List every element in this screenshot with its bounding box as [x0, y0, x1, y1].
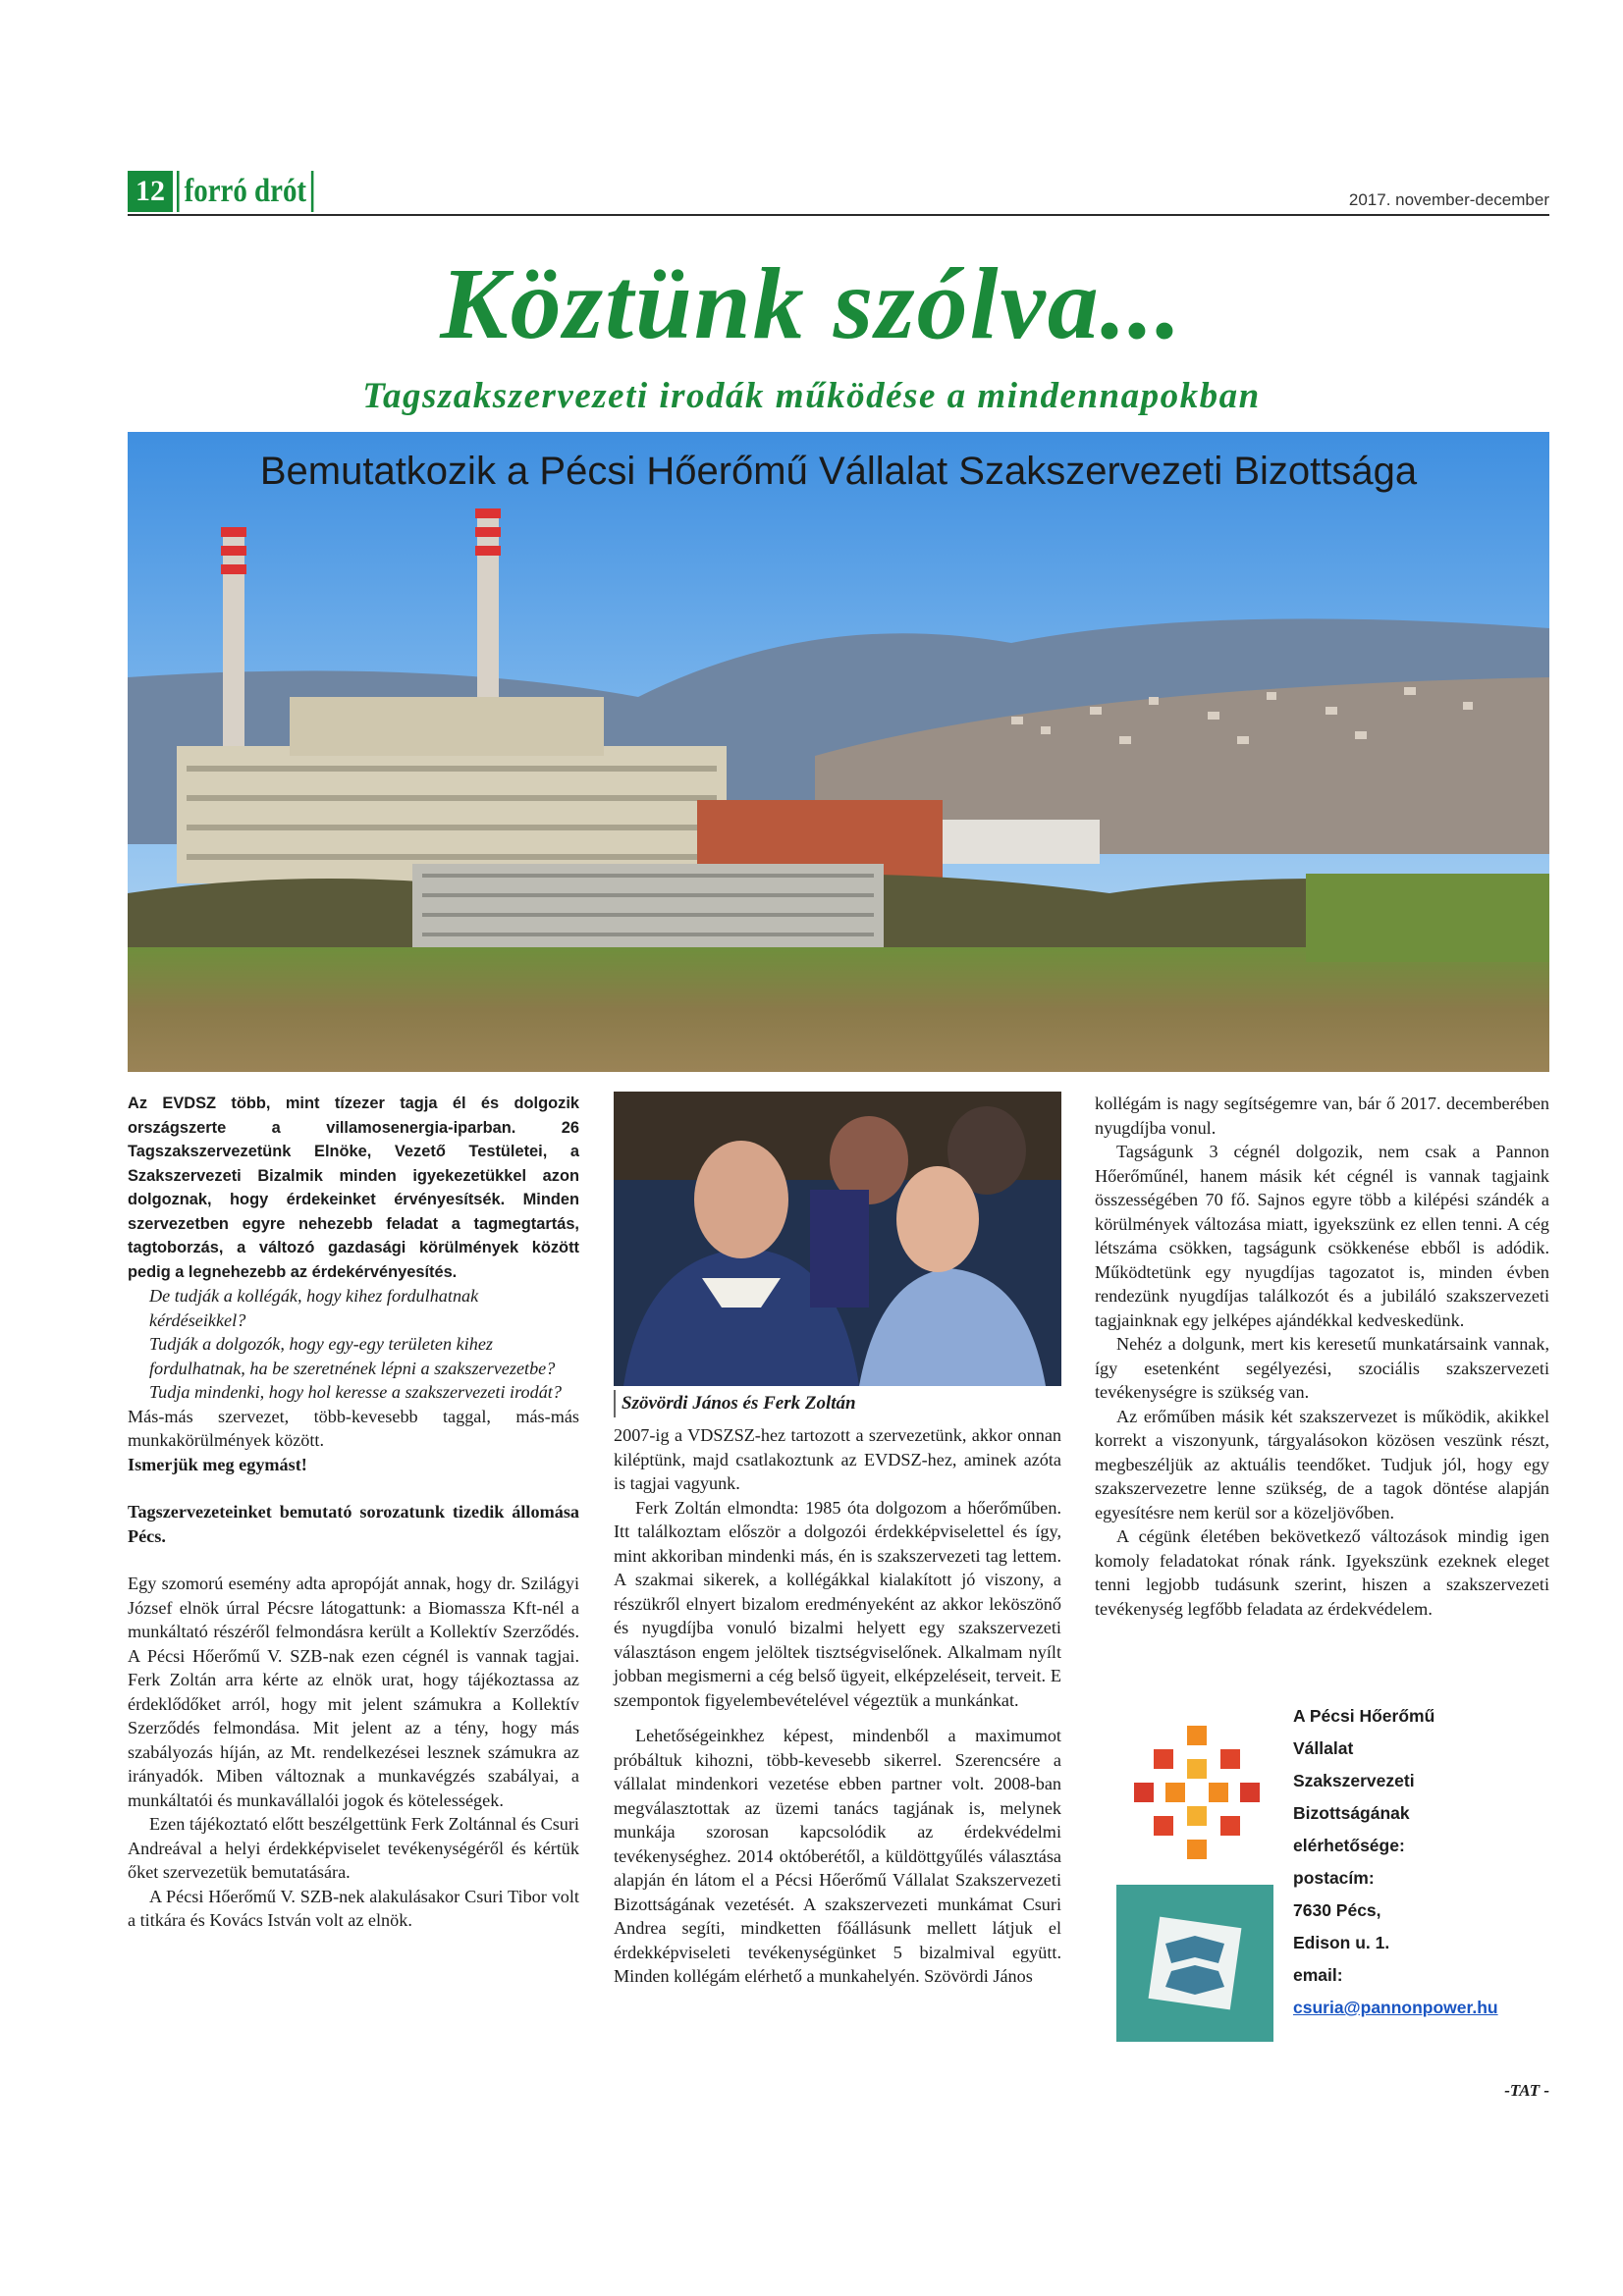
lead-paragraph: Az EVDSZ több, mint tízezer tagja él és dolgozik országszerte a villamosenergia-iparban. 26 Tagszakszervezetünk Elnöke, Vezető Testületei, a Szakszervezeti Bizalmik minden igyekezetükkel azon dolgoznak, hogy érdekeinket érvényesítsék. Minden szervezetben egyre nehezebb feladat a tagmegtartás, tagtoborzás, a változó gazdasági körülmények között pedig a legnehezebb az érdekérvényesítés.: [128, 1095, 579, 1281]
paragraph: Egy szomorú esemény adta apropóját annak, hogy dr. Szilágyi József elnök úrral Pécsre látogattunk: a Biomassza Kft-nél a munkáltató részéről felmondásra került a Kollektív Szerződés. A Pécsi Hőerőmű V. SZB-nak ezen cégnél is vannak tagjai. Ferk Zoltán arra kérte az elnök urat, hogy tájékoztassa az érdeklődőket arról, hogy mit jelent számukra a Kollektív Szerződés felmondása. Mit jelent az a tény, hogy más szabályozás híján, az Mt. rendelkezései lesznek számukra az irányadók. Miben változnak a munkavégzés szabályai, a munkáltatói és munkavállalói jogok és kötelességek.: [128, 1574, 579, 1810]
paragraph: Tagságunk 3 cégnél dolgozik, nem csak a Pannon Hőerőműnél, hanem másik két cégnél is vannak tagjaink összességében 70 fő. Sajnos egyre több a kilépési szándék a körülmények változása miatt, igyekszünk ez ellen tenni. A cég létszáma csökken, tagságunk csökkenése ebből is adódik. Működtetünk egy nyugdíjas tagozatot is, minden évben rendezünk nyugdíjas találkozót és a jubiláló szakszervezeti tagjainknak egy jelképes ajándékkal kedveskedünk.: [1095, 1142, 1549, 1330]
contact-line: A Pécsi Hőerőmű: [1293, 1706, 1435, 1726]
paragraph: Nehéz a dolgunk, mert kis keresetű munkatársaink vannak, így esetenként segélyezési, szociális szakszervezeti tevékenységre is szükség van.: [1095, 1334, 1549, 1402]
photo-caption: Szövördi János és Ferk Zoltán: [614, 1390, 1061, 1417]
hands-logo-icon: [1116, 1885, 1273, 2042]
magazine-name: forró drót: [177, 171, 314, 212]
paragraph-bold: Ismerjük meg egymást!: [128, 1454, 307, 1474]
paragraph: kollégám is nagy segítségemre van, bár ő 2017. decemberében nyugdíjba vonul.: [1095, 1094, 1549, 1138]
paragraph: Ezen tájékoztató előtt beszélgettünk Ferk Zoltánnal és Csuri Andreával a helyi érdekképviselet tevékenységéről és kértük őket szervezetük bemutatására.: [128, 1814, 579, 1882]
contact-line: postacím:: [1293, 1868, 1375, 1888]
question-1: De tudják a kollégák, hogy kihez fordulhatnak kérdéseikkel?: [149, 1286, 479, 1330]
paragraph: Más-más szervezet, több-kevesebb taggal, más-más munkakörülmények között.: [128, 1406, 579, 1450]
paragraph: Ferk Zoltán elmondta: 1985 óta dolgozom a hőerőműben. Itt találkoztam először a dolgozói érdekképviselettel és így, mint akkoriban mindenki más, én is szakszervezeti tag lettem. A szakmai sikerek, a kollégákkal kialakított jó viszony, a részükről elnyert bizalom eredményeként az akkor leköszönő és nyugdíjba vonuló bizalmi helyett egy szakszervezeti választáson engem jelöltek tisztségviselőnek. Alkalmam nyílt jobban megismerni a cég belső ügyeit, elképzeléseit, terveit. E szempontok figyelembevételével végeztük a munkánkat.: [614, 1497, 1061, 1710]
author-signature: -TAT -: [1504, 2081, 1549, 2100]
question-3: Tudja mindenki, hogy hol keresse a szakszervezeti irodát?: [149, 1382, 562, 1402]
union-logo-icon: [1124, 1720, 1271, 1867]
power-plant-photo: [128, 432, 1549, 1072]
contact-line: Szakszervezeti: [1293, 1771, 1415, 1790]
issue-date: 2017. november-december: [1348, 190, 1549, 209]
question-2: Tudják a dolgozók, hogy egy-egy területen kihez fordulhatnak, ha be szeretnének lépni a szakszervezetbe?: [149, 1334, 556, 1378]
column-1: [128, 1092, 579, 1933]
contact-line: Vállalat: [1293, 1738, 1354, 1758]
portrait-photo: [614, 1092, 1061, 1386]
paragraph: 2007-ig a VDSZSZ-hez tartozott a szervezetünk, akkor onnan kiléptünk, majd csatlakoztunk az EVDSZ-hez, aminek azóta is tagjai vagyunk.: [614, 1425, 1061, 1493]
page-number: 12: [128, 171, 173, 212]
contact-box: [1095, 1700, 1549, 2063]
contact-line: Bizottságának: [1293, 1803, 1410, 1823]
paragraph: A cégünk életében bekövetkező változások mindig igen komoly feladatokat rónak ránk. Igyekszünk ezeknek eleget tenni legjobb tudásunk szerint, hiszen a szakszervezeti tevékenység legfőbb feladata az érdekvédelem.: [1095, 1526, 1549, 1619]
paragraph: Az erőműben másik két szakszervezet is működik, akikkel korrekt a viszonyunk, tárgyalásokon közösen veszünk részt, megbeszéljük az aktuális teendőket. Tudjuk jól, hogy egy szakszervezetre lenne szükség, de a tagok döntése alapján egyesítésre nem kerül sor a közeljövőben.: [1095, 1406, 1549, 1522]
paragraph: A Pécsi Hőerőmű V. SZB-nek alakulásakor Csuri Tibor volt a titkára és Kovács István volt az elnök.: [128, 1886, 579, 1930]
photo-headline: Bemutatkozik a Pécsi Hőerőmű Vállalat Szakszervezeti Bizottsága: [259, 450, 1418, 493]
contact-line: Edison u. 1.: [1293, 1933, 1390, 1952]
email-link[interactable]: csuria@pannonpower.hu: [1293, 1998, 1498, 2017]
contact-line: 7630 Pécs,: [1293, 1900, 1381, 1920]
contact-text: [1293, 1700, 1548, 2024]
column-3: [1095, 1092, 1549, 1621]
paragraph: Lehetőségeinkhez képest, mindenből a maximumot próbáltuk kihozni, több-kevesebb sikerrel. Szerencsére a vállalat mindenkori vezetése ebben partner volt. 2008-ban megválasztottak az üzemi tanács tagjának is, melynek munkája szorosan kapcsolódik az érdekvédelmi tevékenységhez. 2014 októberétől, a küldöttgyűlés választása alapján én látom el a Pécsi Hőerőmű Vállalat Szakszervezeti Bizottságának vezetését. A szakszervezeti munkámat Csuri Andrea segíti, mindketten főállásunk mellett látjuk el érdekképviseleti tevékenységünket 5 bizalmival együtt. Minden kollégám elérhető a munkahelyén. Szövördi János: [614, 1726, 1061, 1986]
contact-line: elérhetősége:: [1293, 1836, 1405, 1855]
series-note: Tagszervezeteinket bemutató sorozatunk tizedik állomása Pécs.: [128, 1502, 579, 1546]
page-header: [128, 171, 1549, 216]
article-subtitle: Tagszakszervezeti irodák működése a mindennapokban: [362, 376, 1261, 416]
contact-line: email:: [1293, 1965, 1343, 1985]
article-title: Köztünk szólva...: [440, 247, 1183, 360]
column-2: [614, 1092, 1061, 1989]
